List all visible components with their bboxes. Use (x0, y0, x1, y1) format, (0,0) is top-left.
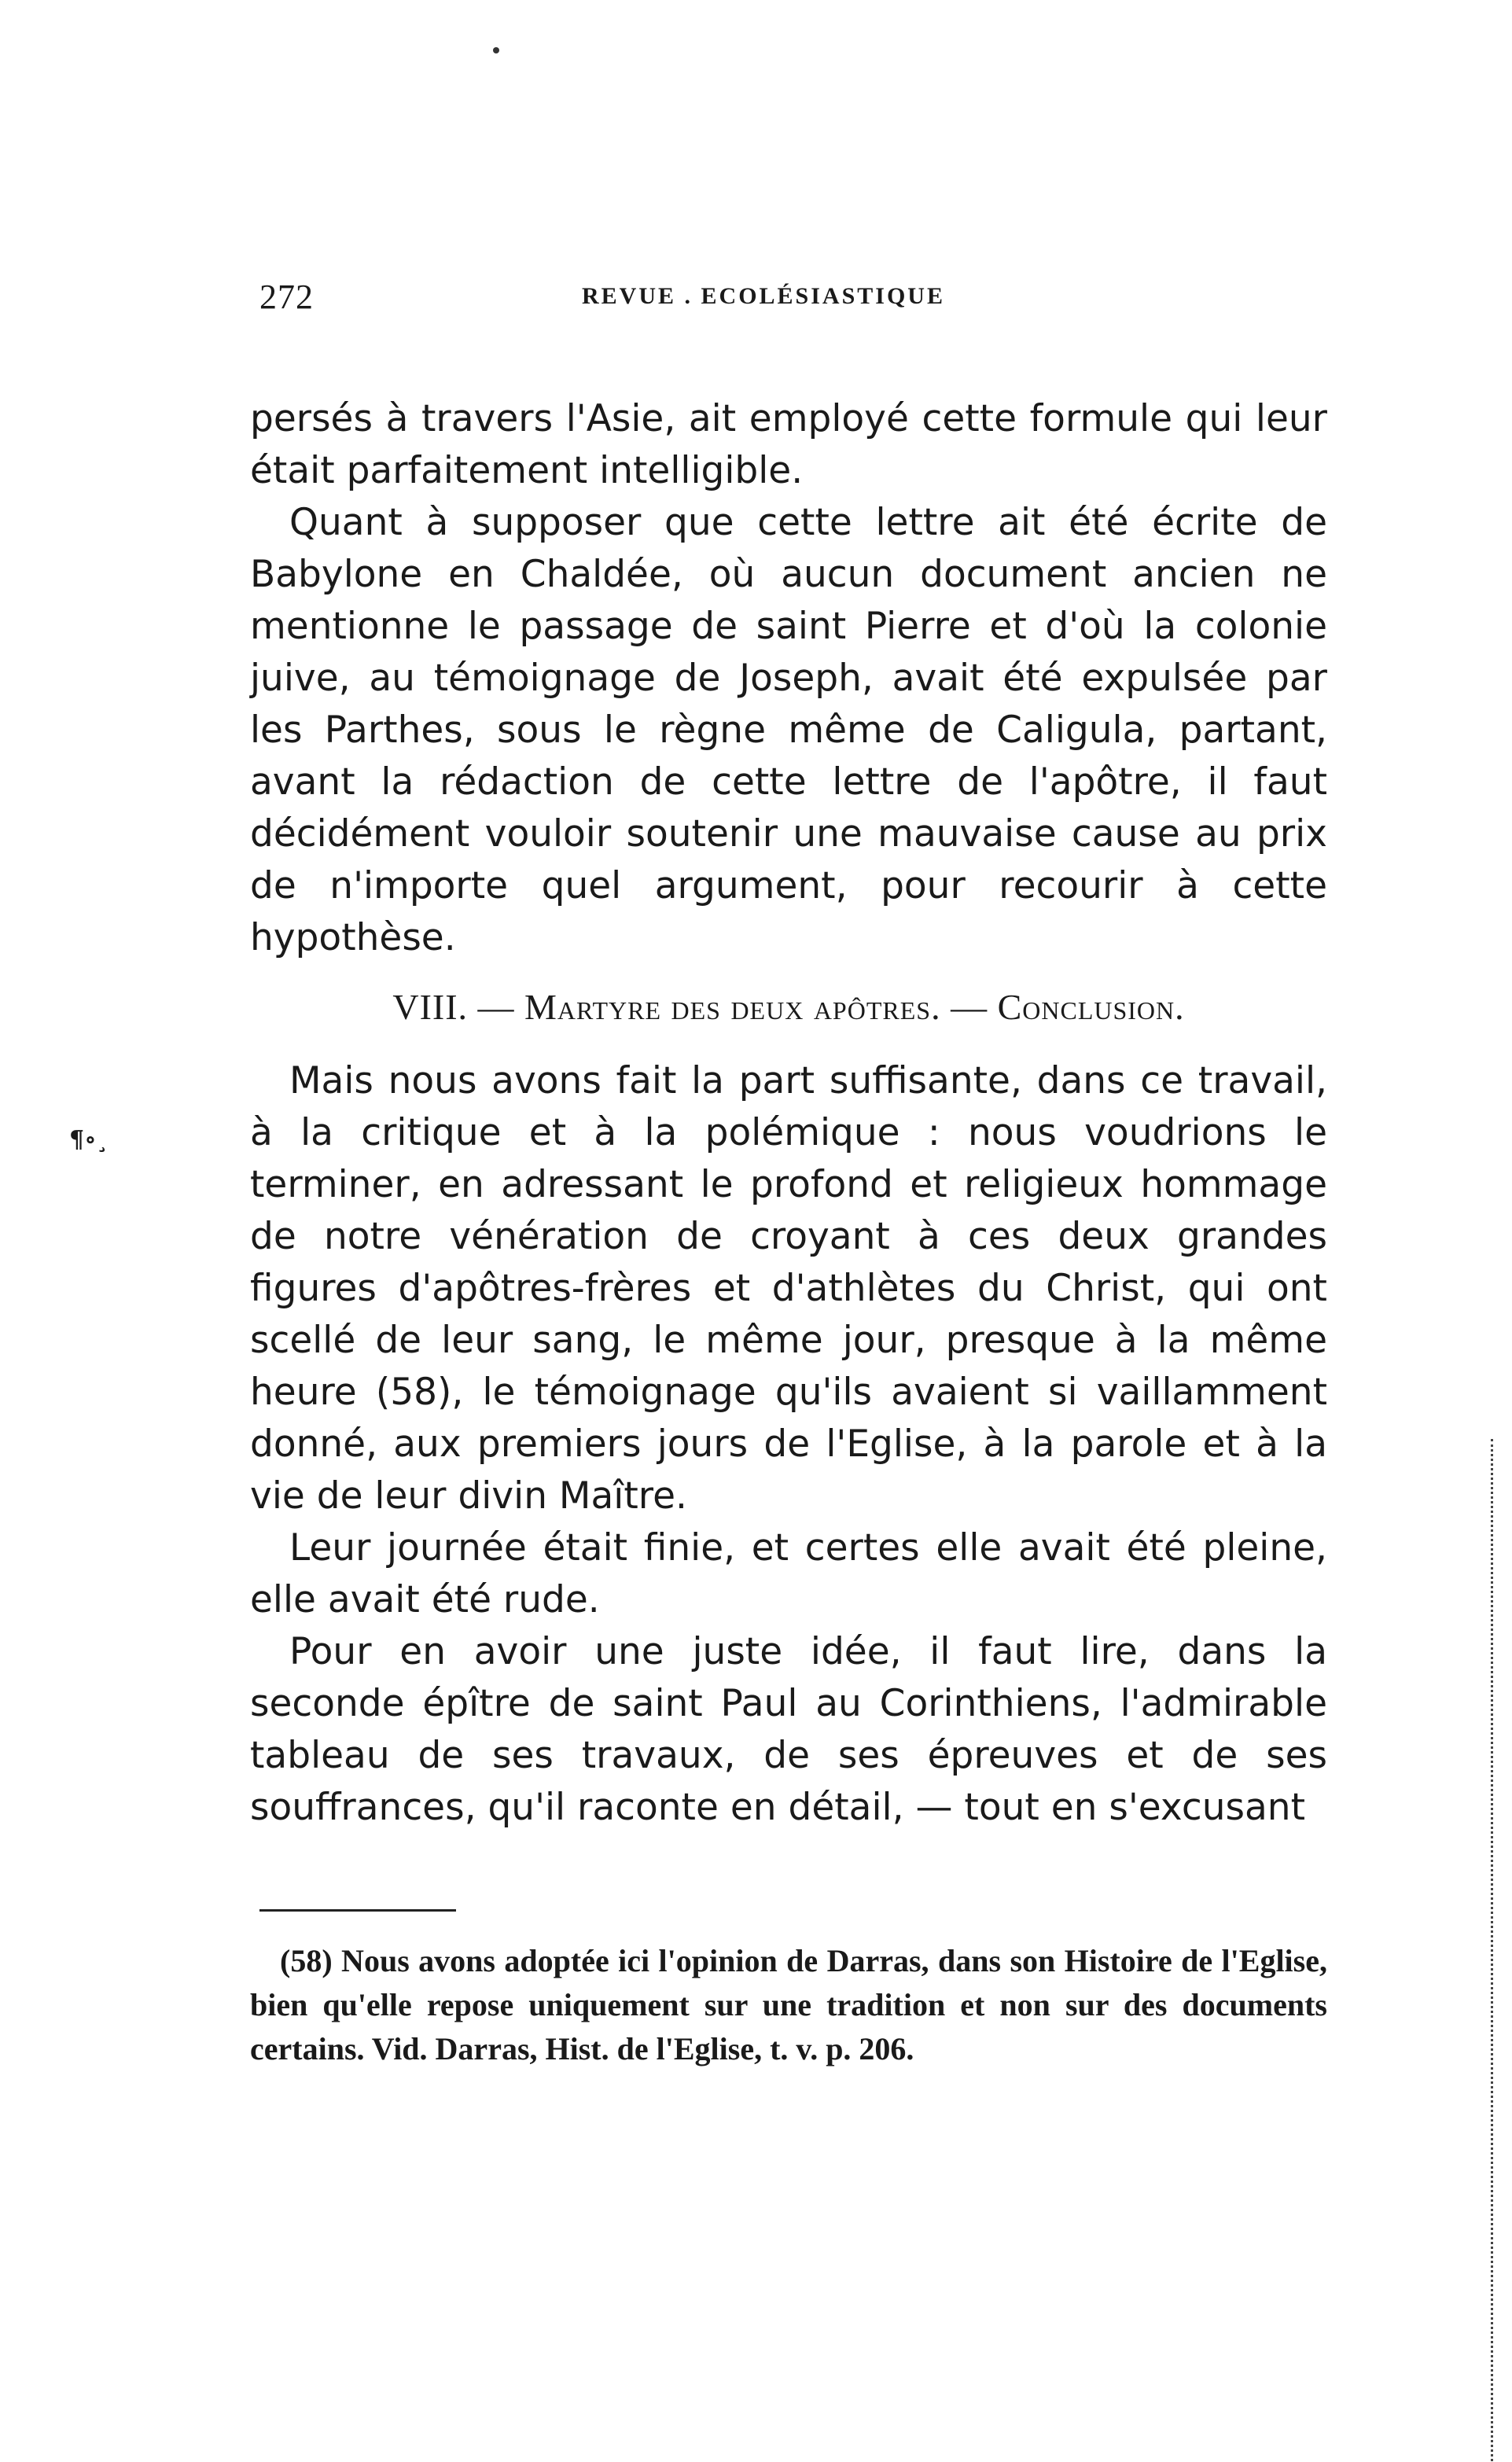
footnote-text: (58) Nous avons adoptée ici l'opinion de Darras, dans son Histoire de l'Eglise, bien qu'elle repose uniquement sur une tradition et non sur des documents certains. Vid. Darras, Hist. de l'Eglise, t. v. p. 206. (250, 1943, 1327, 2066)
paragraph: Quant à supposer que cette lettre ait été écrite de Babylone en Chaldée, où aucun document ancien ne mentionne le passage de saint Pierre et d'où la colonie juive, au témoignage de Joseph, avait été expulsée par les Parthes, sous le règne même de Caligula, partant, avant la rédaction de cette lettre de l'apôtre, il faut décidément vouloir soutenir une mauvaise cause au prix de n'importe quel argument, pour recourir à cette hypothèse. (250, 501, 1327, 959)
paragraph: Mais nous avons fait la part suffisante, dans ce travail, à la critique et à la polémique : nous voudrions le terminer, en adressant le profond et religieux hommage de notre vénération de croyant à ces deux grandes figures d'apôtres-frères et d'athlètes du Christ, qui ont scellé de leur sang, le même jour, presque à la même heure (58), le témoignage qu'ils avaient si vaillamment donné, aux premiers jours de l'Eglise, à la parole et à la vie de leur divin Maître. (250, 1059, 1327, 1518)
ink-speck (493, 47, 499, 53)
margin-annotation: ¶∘¸ (69, 1126, 109, 1154)
footnote-rule (259, 1909, 456, 1912)
body-text (250, 393, 1327, 1834)
paragraph-continued: persés à travers l'Asie, ait employé cette formule qui leur était parfaitement intelligible. (250, 397, 1327, 492)
section-heading: VIII. — Martyre des deux apôtres. — Conclusion. (392, 987, 1185, 1027)
page-edge-mark (1491, 1439, 1493, 2461)
footnote (250, 1939, 1327, 2071)
paragraph: Pour en avoir une juste idée, il faut lire, dans la seconde épître de saint Paul au Corinthiens, l'admirable tableau de ses travaux, de ses épreuves et de ses souffrances, qu'il raconte en détail, — tout en s'excusant (250, 1630, 1327, 1829)
paragraph: Leur journée était finie, et certes elle avait été pleine, elle avait été rude. (250, 1526, 1327, 1621)
page-number: 272 (259, 278, 314, 316)
page-header (259, 277, 1321, 324)
running-head: REVUE . ECOLÉSIASTIQUE (582, 283, 945, 309)
